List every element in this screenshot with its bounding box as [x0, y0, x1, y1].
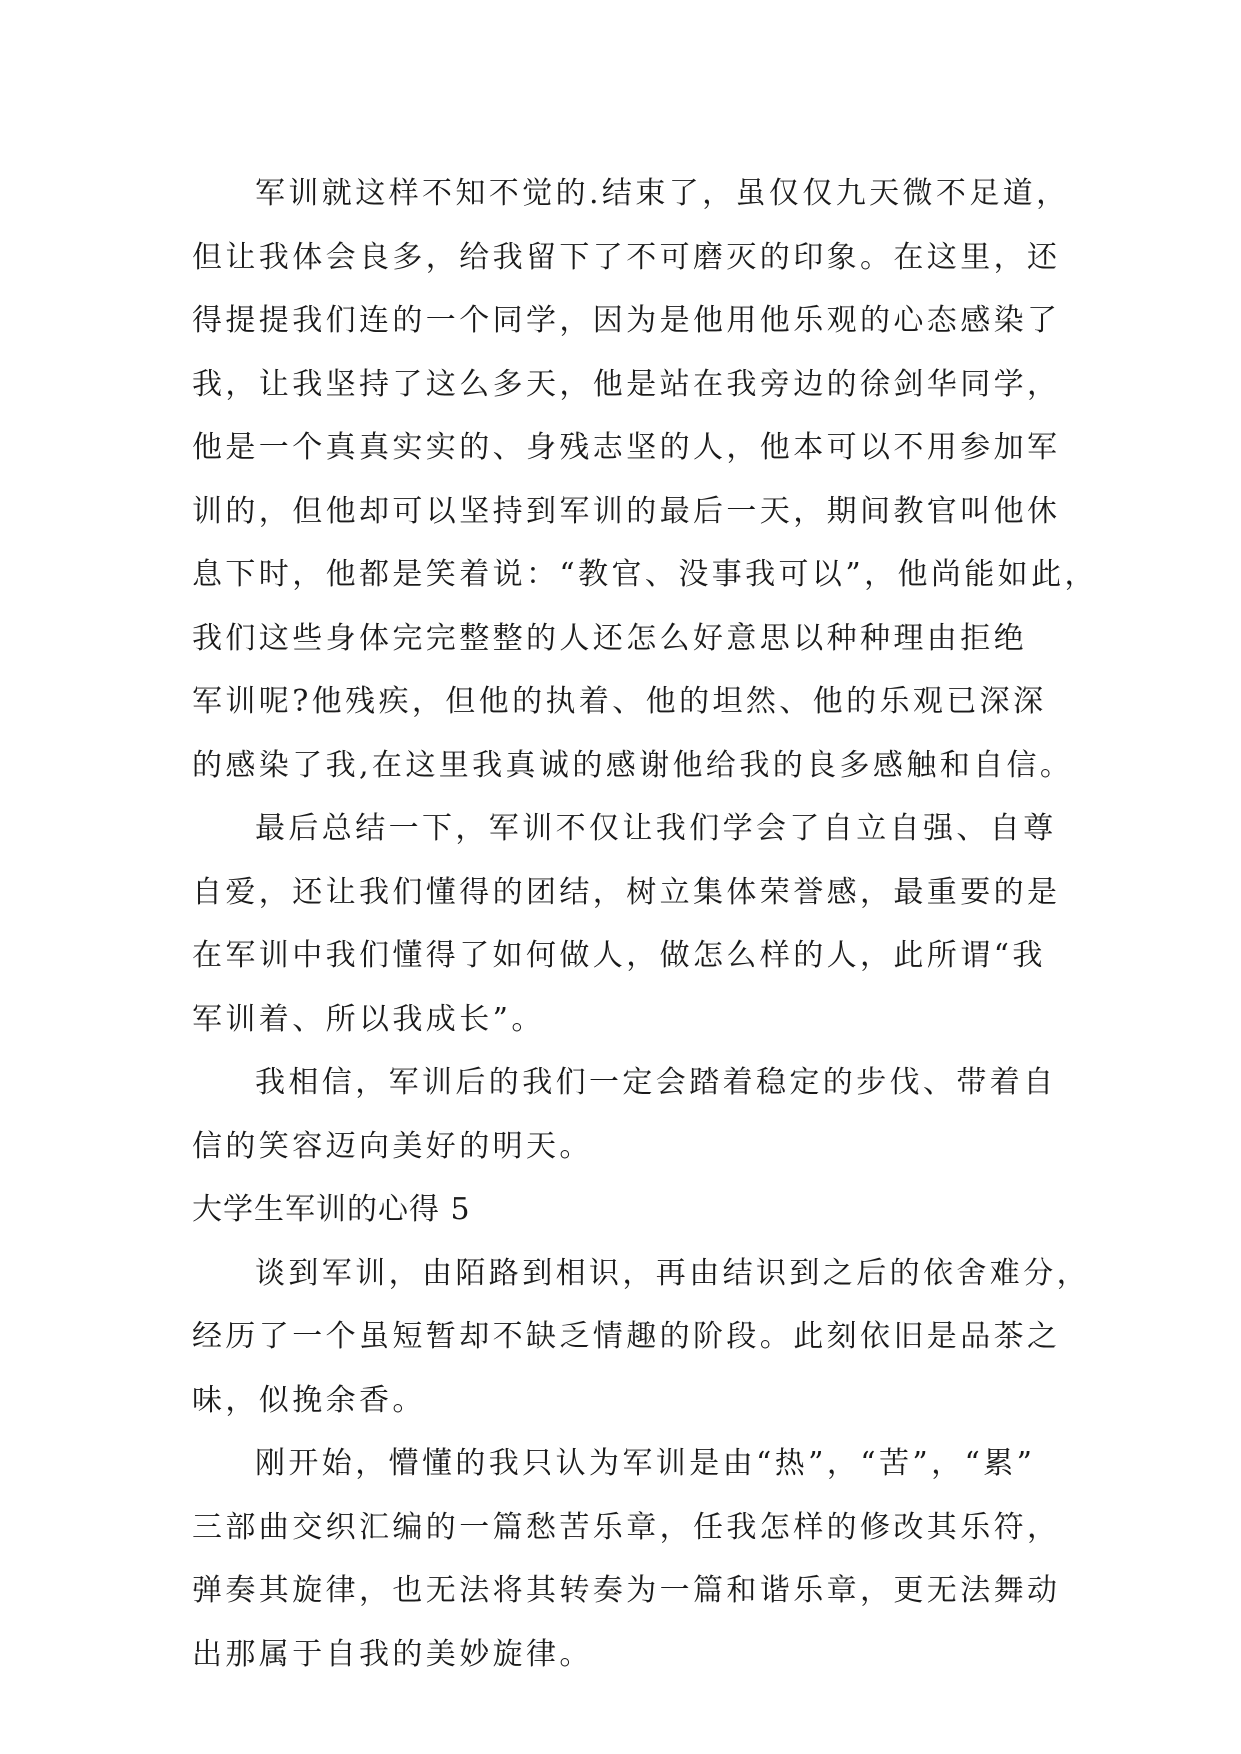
text-line: 他是一个真真实实的、身残志坚的人，他本可以不用参加军 [192, 430, 1061, 465]
text-line: 的感染了我,在这里我真诚的感谢他给我的良多感触和自信。 [192, 747, 1074, 783]
text-line: 最后总结一下，军训不仅让我们学会了自立自强、自尊 [255, 811, 1057, 846]
text-line: 刚开始，懵懂的我只认为军训是由“热”，“苦”，“累” [255, 1446, 1036, 1481]
text-line: 在军训中我们懂得了如何做人，做怎么样的人，此所谓“我 [192, 938, 1046, 973]
text-line: 自爱，还让我们懂得的团结，树立集体荣誉感，最重要的是 [192, 874, 1061, 910]
text-line: 我相信，军训后的我们一定会踏着稳定的步伐、带着自 [255, 1065, 1057, 1100]
text-line: 军训着、所以我成长”。 [192, 1001, 545, 1037]
text-line: 我，让我坚持了这么多天，他是站在我旁边的徐剑华同学， [192, 366, 1061, 402]
section-heading [192, 1178, 1062, 1242]
text-line: 弹奏其旋律，也无法将其转奏为一篇和谐乐章，更无法舞动 [192, 1573, 1061, 1608]
text-line: 出那属于自我的美妙旋律。 [192, 1636, 593, 1672]
text-line: 但让我体会良多，给我留下了不可磨灭的印象。在这里，还 [192, 239, 1061, 275]
text-line: 信的笑容迈向美好的明天。 [192, 1128, 593, 1164]
paragraph [192, 1242, 1090, 1433]
paragraph [192, 162, 1098, 797]
text-line: 得提提我们连的一个同学，因为是他用他乐观的心态感染了 [192, 303, 1061, 338]
heading-text: 大学生军训的心得 5 [192, 1192, 471, 1227]
text-line: 训的，但他却可以坚持到军训的最后一天，期间教官叫他休 [192, 493, 1061, 529]
text-line: 味，似挽余香。 [192, 1382, 426, 1418]
paragraph [192, 1051, 1062, 1178]
text-line: 经历了一个虽短暂却不缺乏情趣的阶段。此刻依旧是品茶之 [192, 1319, 1061, 1354]
text-line: 军训呢?他残疾，但他的执着、他的坦然、他的乐观已深深 [192, 684, 1047, 719]
text-line: 息下时，他都是笑着说：“教官、没事我可以”，他尚能如此， [192, 557, 1098, 592]
text-line: 军训就这样不知不觉的.结束了，虽仅仅九天微不足道， [255, 176, 1070, 211]
text-line: 我们这些身体完完整整的人还怎么好意思以种种理由拒绝 [192, 620, 1027, 656]
text-line: 三部曲交织汇编的一篇愁苦乐章，任我怎样的修改其乐符， [192, 1509, 1061, 1545]
document-body [192, 162, 1098, 1686]
paragraph [192, 1432, 1062, 1686]
paragraph [192, 797, 1062, 1051]
text-line: 谈到军训，由陌路到相识，再由结识到之后的依舍难分， [255, 1255, 1090, 1291]
